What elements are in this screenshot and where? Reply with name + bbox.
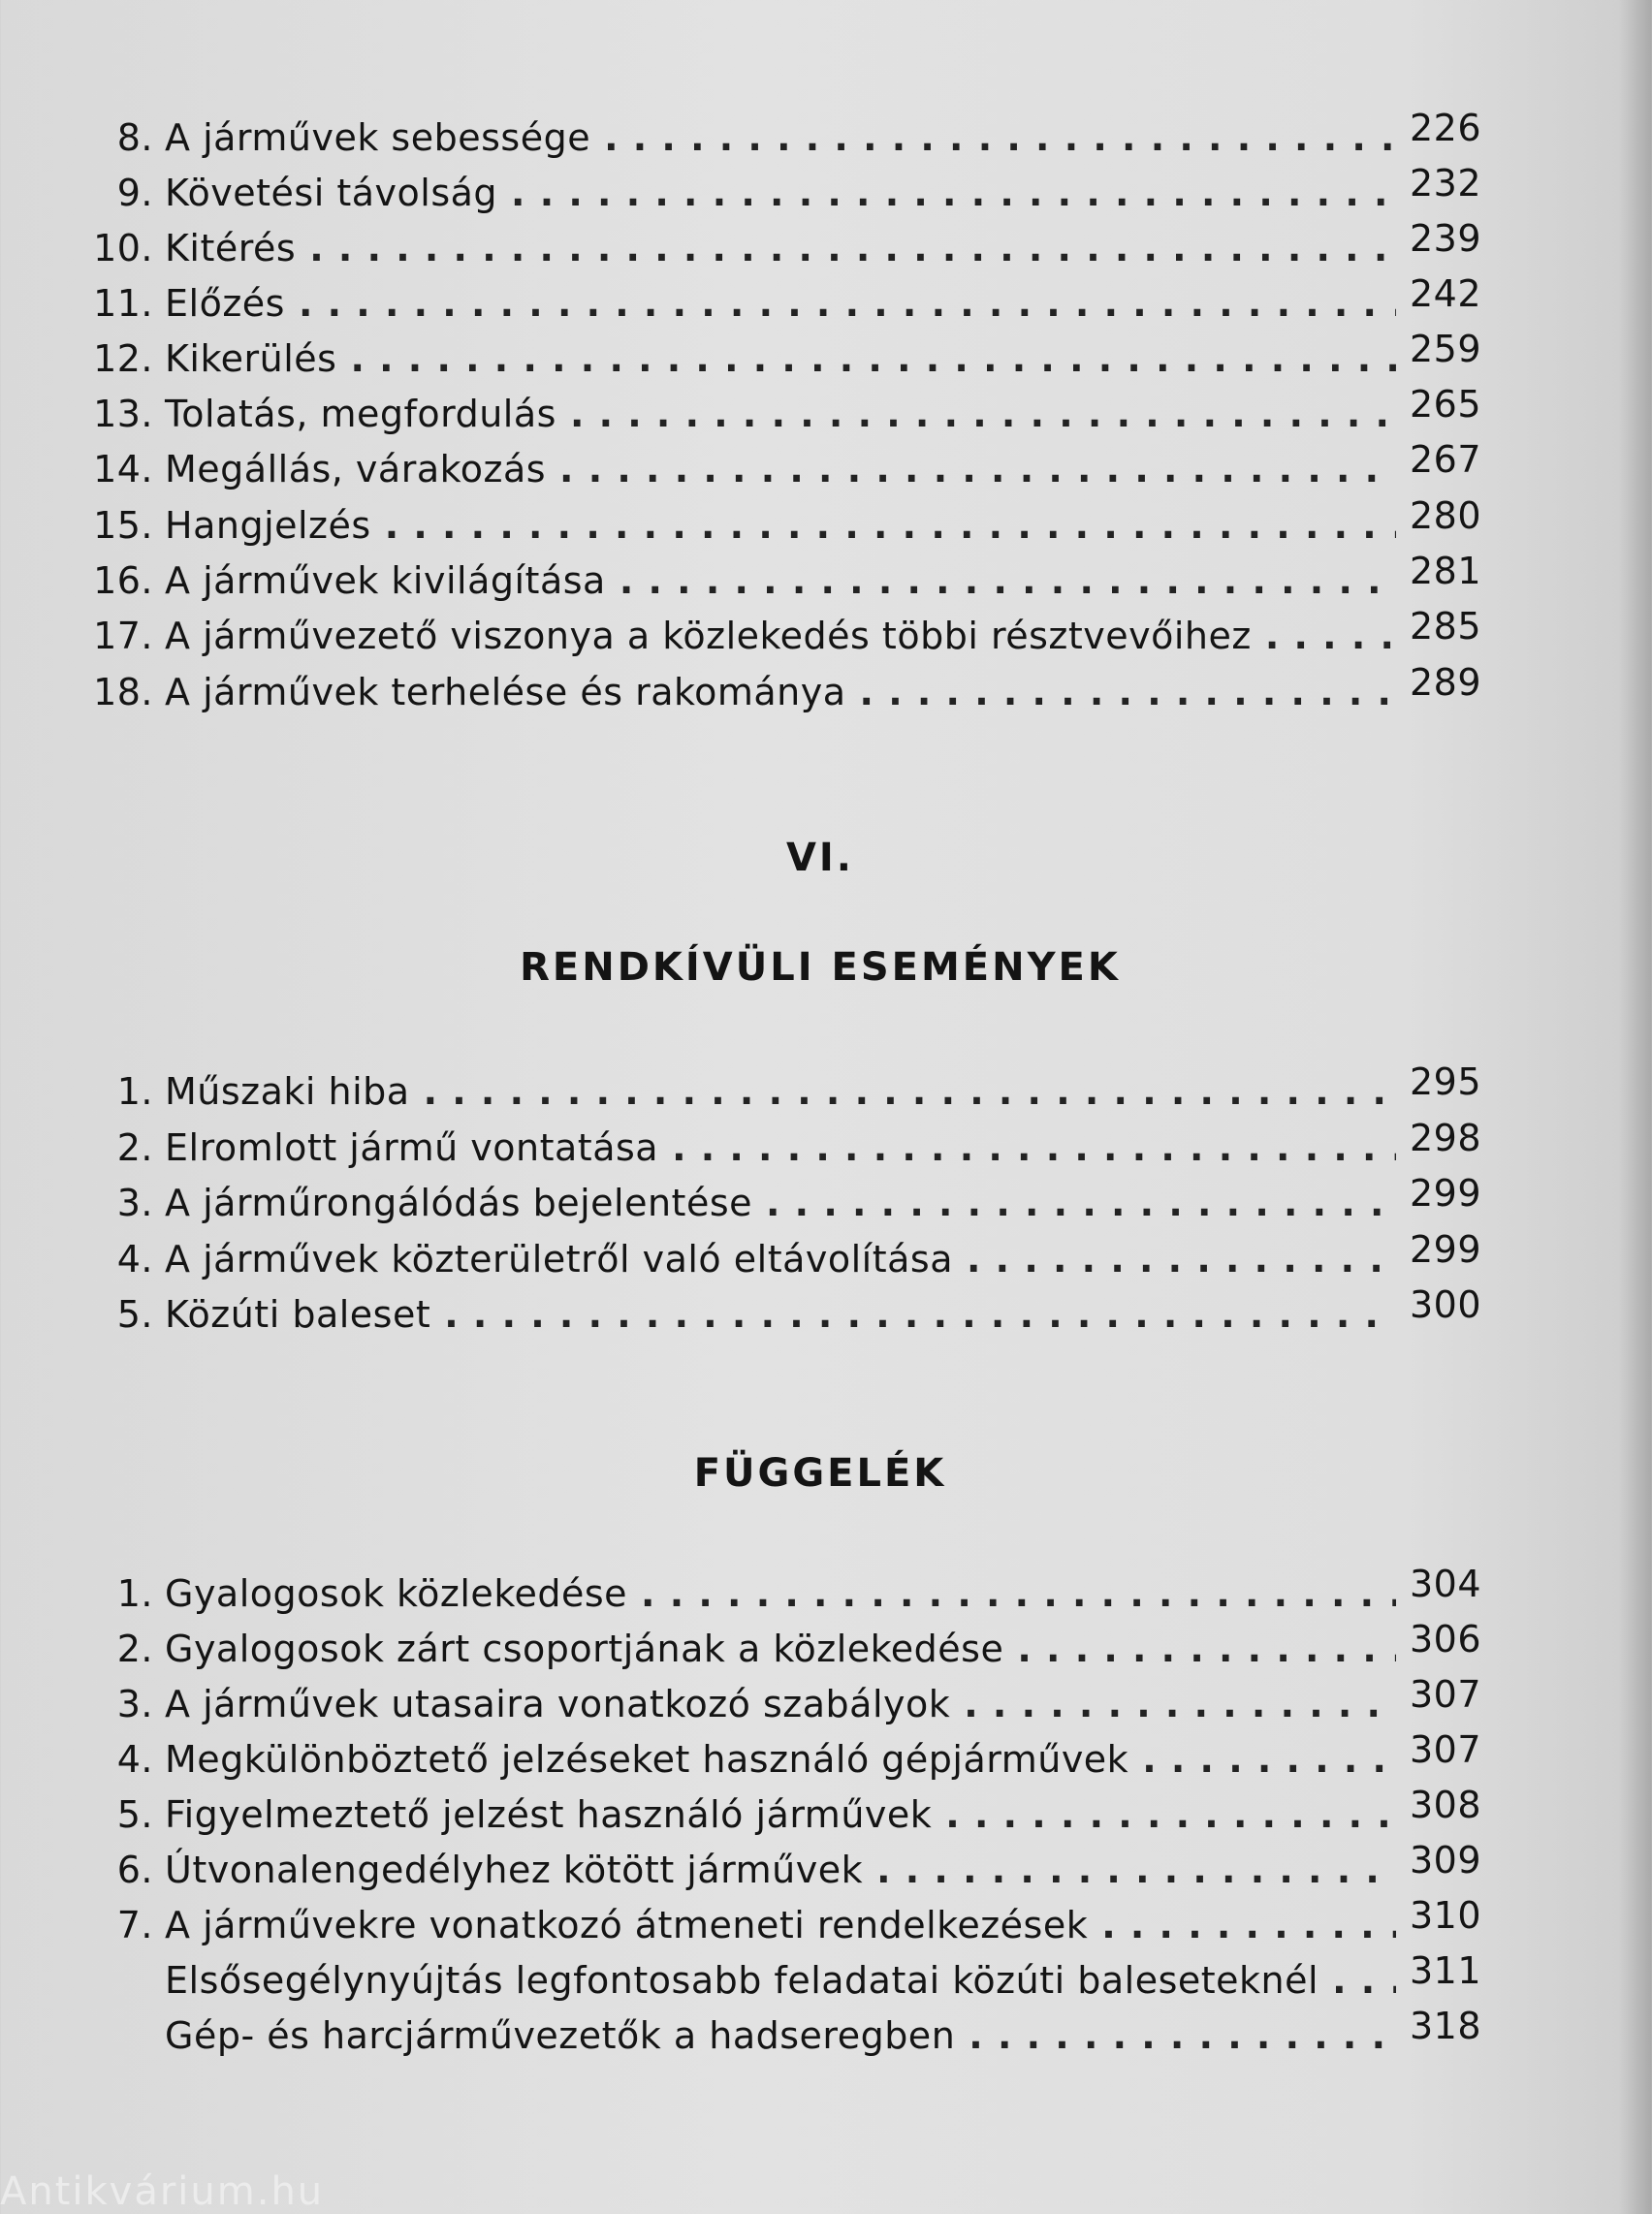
toc-entry-number: 10. — [93, 227, 153, 269]
toc-entry-title: A járművek utasaira vonatkozó szabályok — [165, 1683, 951, 1725]
toc-entry-number: 3. — [116, 1683, 153, 1725]
toc-entry — [74, 548, 1481, 602]
dot-leader — [766, 1182, 1396, 1224]
toc-entry-title: Elsősegélynyújtás legfontosabb feladatai közúti baleseteknél — [165, 1959, 1319, 2002]
toc-entry — [74, 659, 1481, 713]
toc-entry-number: 6. — [116, 1849, 153, 1891]
dot-leader — [1017, 1628, 1396, 1670]
toc-entry-number: 15. — [93, 504, 153, 547]
toc-entry-number: 11. — [93, 282, 153, 325]
dot-leader — [620, 559, 1396, 602]
section-roman-numeral: VI. — [785, 836, 855, 880]
toc-entry-title: Gyalogosok zárt csoportjának a közlekedése — [165, 1628, 1004, 1670]
dot-leader — [945, 1793, 1396, 1836]
toc-entry-page: 299 — [1410, 1172, 1482, 1215]
toc-entry-title: Közúti baleset — [165, 1293, 431, 1336]
toc-entry-number: 5. — [116, 1293, 153, 1336]
toc-entry-title: Tolatás, megfordulás — [165, 393, 556, 435]
toc-entry — [74, 1726, 1481, 1781]
toc-entry-number: 2. — [116, 1628, 153, 1670]
toc-entry-number: 5. — [116, 1793, 153, 1836]
toc-entry — [74, 1616, 1481, 1670]
toc-entry-page: 318 — [1410, 2005, 1482, 2047]
dot-leader — [1332, 1959, 1396, 2002]
toc-entry-title: Útvonalengedélyhez kötött járművek — [165, 1849, 864, 1891]
toc-entry-title: Megállás, várakozás — [165, 448, 547, 490]
toc-entry-page: 226 — [1410, 107, 1482, 149]
toc-entry-number: 2. — [116, 1126, 153, 1169]
toc-entry-number: 16. — [93, 559, 153, 602]
toc-entry-number: 1. — [116, 1070, 153, 1113]
toc-entry-title: A járművek terhelése és rakománya — [165, 671, 846, 713]
toc-entry-page: 259 — [1410, 328, 1482, 370]
toc-entry-page: 232 — [1410, 162, 1482, 205]
dot-leader — [1101, 1904, 1396, 1946]
toc-entry-title: Követési távolság — [165, 172, 498, 214]
toc-entry-page: 239 — [1410, 217, 1482, 260]
toc-entry-number: 4. — [116, 1738, 153, 1781]
toc-entry-page: 267 — [1410, 438, 1482, 481]
toc-entry-page: 304 — [1410, 1563, 1482, 1605]
toc-entry — [74, 492, 1481, 547]
toc-entry — [74, 436, 1481, 490]
toc-entry-title: A járművek kivilágítása — [165, 559, 606, 602]
toc-entry-page: 295 — [1410, 1060, 1482, 1103]
watermark-text: Antikvárium.hu — [0, 2169, 325, 2214]
toc-entry — [74, 1281, 1481, 1336]
toc-entry-number: 8. — [116, 116, 153, 159]
toc-entry — [74, 105, 1481, 159]
toc-entry-number: 3. — [116, 1182, 153, 1224]
toc-entry-title: Előzés — [165, 282, 285, 325]
toc-entry — [74, 1115, 1481, 1169]
toc-entry-title: A járművek sebessége — [165, 116, 591, 159]
toc-entry-number: 7. — [116, 1904, 153, 1946]
toc-entry — [74, 1170, 1481, 1224]
toc-entry-number: 4. — [116, 1238, 153, 1281]
toc-entry — [74, 270, 1481, 325]
toc-entry-number: 13. — [93, 393, 153, 435]
toc-entry-title: A járműrongálódás bejelentése — [165, 1182, 753, 1224]
dot-leader — [570, 393, 1396, 435]
toc-entry-title: Megkülönböztető jelzéseket használó gépjárművek — [165, 1738, 1129, 1781]
section-title: RENDKÍVÜLI ESEMÉNYEK — [520, 945, 1121, 990]
dot-leader — [559, 448, 1396, 490]
toc-entry — [74, 1226, 1481, 1281]
toc-entry-page: 306 — [1410, 1618, 1482, 1660]
toc-entry-page: 307 — [1410, 1673, 1482, 1716]
toc-entry-title: Műszaki hiba — [165, 1070, 410, 1113]
toc-entry — [74, 381, 1481, 435]
dot-leader — [964, 1683, 1396, 1725]
toc-entry-page: 242 — [1410, 272, 1482, 315]
dot-leader — [1265, 615, 1396, 657]
toc-entry-page: 265 — [1410, 383, 1482, 426]
toc-entry — [74, 215, 1481, 269]
toc-entry-title: Elromlott jármű vontatása — [165, 1126, 659, 1169]
toc-entry-title: Kikerülés — [165, 337, 337, 380]
toc-entry-page: 311 — [1410, 1949, 1482, 1992]
toc-entry-title: A járművek közterületről való eltávolítása — [165, 1238, 954, 1281]
dot-leader — [511, 172, 1396, 214]
toc-entry-title: Figyelmeztető jelzést használó járművek — [165, 1793, 933, 1836]
toc-entry — [74, 1837, 1481, 1891]
toc-entry-page: 299 — [1410, 1228, 1482, 1271]
appendix-title: FÜGGELÉK — [693, 1451, 947, 1496]
toc-entry — [74, 1671, 1481, 1725]
toc-entry-page: 280 — [1410, 494, 1482, 537]
toc-entry-title: Kitérés — [165, 227, 297, 269]
toc-entry-title: Hangjelzés — [165, 504, 371, 547]
toc-entry-page: 300 — [1410, 1283, 1482, 1326]
toc-entry — [74, 1059, 1481, 1113]
dot-leader — [1142, 1738, 1396, 1781]
toc-entry-title: A járművezető viszonya a közlekedés többi résztvevőihez — [165, 615, 1252, 657]
dot-leader — [350, 337, 1396, 380]
toc-entry-page: 308 — [1410, 1784, 1482, 1826]
dot-leader — [309, 227, 1396, 269]
toc-entry-number: 9. — [116, 172, 153, 214]
toc-entry — [74, 1947, 1481, 2002]
toc-entry — [74, 603, 1481, 657]
toc-entry-page: 310 — [1410, 1894, 1482, 1937]
dot-leader — [424, 1070, 1396, 1113]
toc-entry-title: Gyalogosok közlekedése — [165, 1572, 628, 1615]
dot-leader — [299, 282, 1396, 325]
toc-entry-page: 307 — [1410, 1728, 1482, 1771]
toc-entry — [74, 326, 1481, 380]
toc-entry-number: 14. — [93, 448, 153, 490]
dot-leader — [672, 1126, 1396, 1169]
toc-entry — [74, 1782, 1481, 1836]
dot-leader — [967, 1238, 1396, 1281]
toc-entry-page: 309 — [1410, 1839, 1482, 1882]
dot-leader — [969, 2014, 1396, 2057]
dot-leader — [444, 1293, 1396, 1336]
toc-entry — [74, 160, 1481, 214]
dot-leader — [385, 504, 1396, 547]
dot-leader — [860, 671, 1396, 713]
toc-entry-title: Gép- és harcjárművezetők a hadseregben — [165, 2014, 956, 2057]
toc-entry-number: 12. — [93, 337, 153, 380]
dot-leader — [604, 116, 1396, 159]
toc-entry-number: 17. — [93, 615, 153, 657]
toc-entry — [74, 2003, 1481, 2057]
toc-entry — [74, 1561, 1481, 1615]
toc-entry-number: 18. — [93, 671, 153, 713]
toc-entry-number: 1. — [116, 1572, 153, 1615]
dot-leader — [876, 1849, 1396, 1891]
toc-entry — [74, 1892, 1481, 1946]
toc-entry-page: 285 — [1410, 605, 1482, 648]
dot-leader — [641, 1572, 1396, 1615]
toc-entry-page: 289 — [1410, 661, 1482, 704]
toc-entry-page: 298 — [1410, 1117, 1482, 1159]
toc-entry-page: 281 — [1410, 550, 1482, 592]
toc-entry-title: A járművekre vonatkozó átmeneti rendelkezések — [165, 1904, 1089, 1946]
